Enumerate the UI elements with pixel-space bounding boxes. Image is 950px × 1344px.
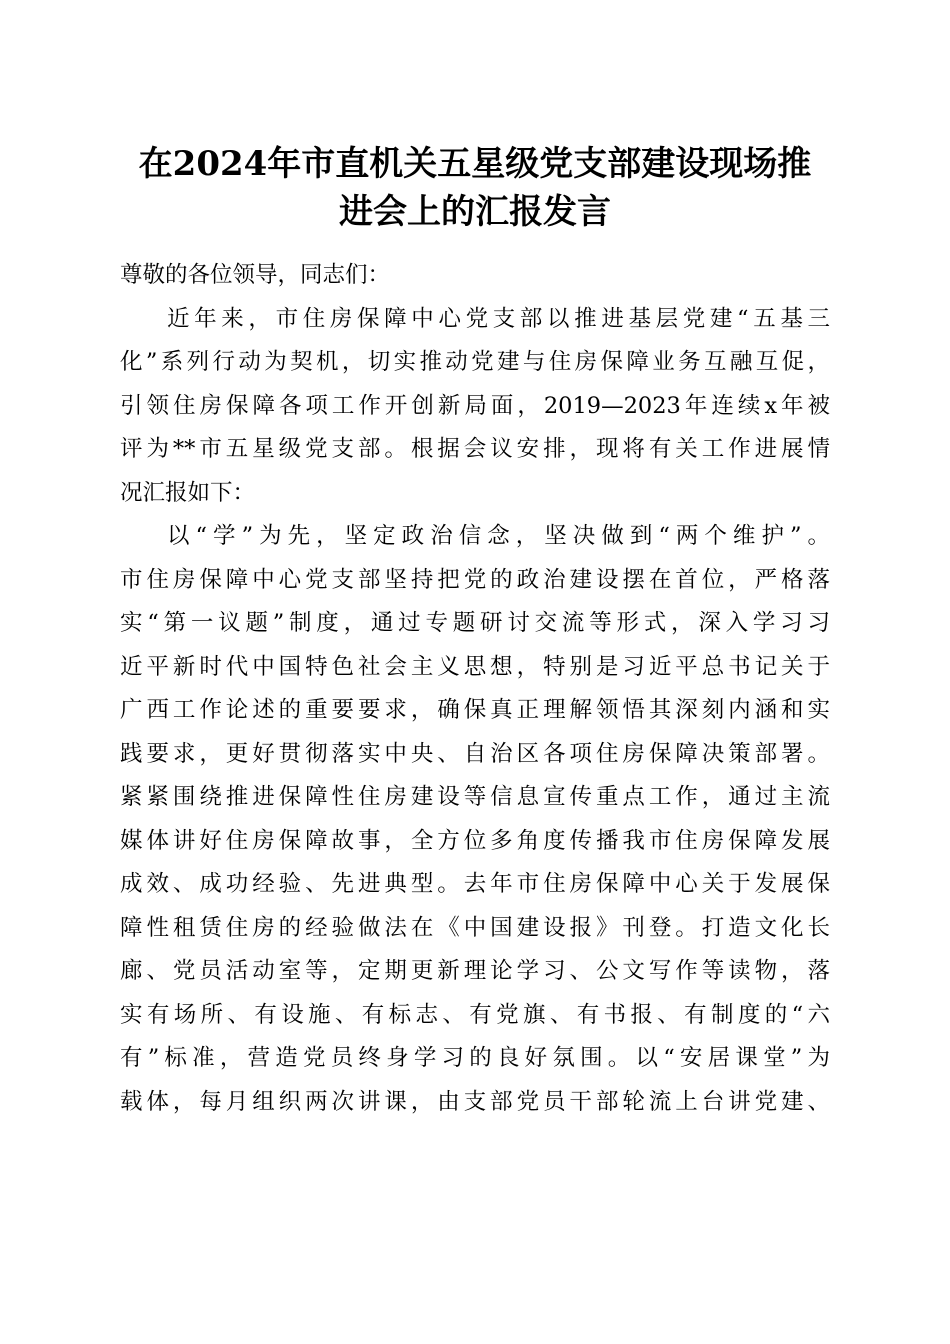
- document-body: [120, 254, 830, 1124]
- paragraph-line: 广西工作论述的重要要求，确保真正理解领悟其深刻内涵和实: [120, 697, 830, 723]
- greeting: 尊敬的各位领导，同志们：: [120, 262, 391, 288]
- paragraph-line: 实有场所、有设施、有标志、有党旗、有书报、有制度的“六: [120, 1001, 830, 1028]
- paragraph-line: 评为**市五星级党支部。根据会议安排，现将有关工作进展情: [120, 436, 830, 462]
- paragraph-line: 以“学”为先，坚定政治信念，坚决做到“两个维护”。: [167, 523, 830, 549]
- paragraph-line: 践要求，更好贯彻落实中央、自治区各项住房保障决策部署。: [120, 740, 830, 767]
- paragraph-line: 障性租赁住房的经验做法在《中国建设报》刊登。打造文化长: [120, 914, 830, 941]
- paragraph-line: 紧紧围绕推进保障性住房建设等信息宣传重点工作，通过主流: [120, 784, 830, 810]
- paragraph-line: 况汇报如下：: [120, 479, 256, 506]
- paragraph-line: 媒体讲好住房保障故事，全方位多角度传播我市住房保障发展: [120, 827, 830, 854]
- paragraph-1: [120, 298, 830, 516]
- paragraph-2: [120, 515, 830, 1124]
- paragraph-line: 近平新时代中国特色社会主义思想，特别是习近平总书记关于: [120, 653, 830, 680]
- paragraph-line: 引领住房保障各项工作开创新局面，2019—2023年连续x年被: [120, 392, 830, 419]
- paragraph-line: 廊、党员活动室等，定期更新理论学习、公文写作等读物，落: [120, 958, 830, 984]
- paragraph-line: 成效、成功经验、先进典型。去年市住房保障中心关于发展保: [120, 871, 830, 897]
- document-title: [120, 140, 830, 236]
- title-line-2: 进会上的汇报发言: [339, 192, 611, 232]
- paragraph-line: 有”标准，营造党员终身学习的良好氛围。以“安居课堂”为: [120, 1045, 830, 1071]
- paragraph-line: 市住房保障中心党支部坚持把党的政治建设摆在首位，严格落: [120, 566, 830, 593]
- paragraph-line: 化”系列行动为契机，切实推动党建与住房保障业务互融互促，: [120, 349, 830, 375]
- paragraph-line: 实“第一议题”制度，通过专题研讨交流等形式，深入学习习: [120, 610, 830, 636]
- paragraph-line: 载体，每月组织两次讲课，由支部党员干部轮流上台讲党建、: [120, 1088, 830, 1115]
- title-line-1: 在2024年市直机关五星级党支部建设现场推: [138, 144, 812, 184]
- paragraph-line: 近年来，市住房保障中心党支部以推进基层党建“五基三: [167, 305, 830, 332]
